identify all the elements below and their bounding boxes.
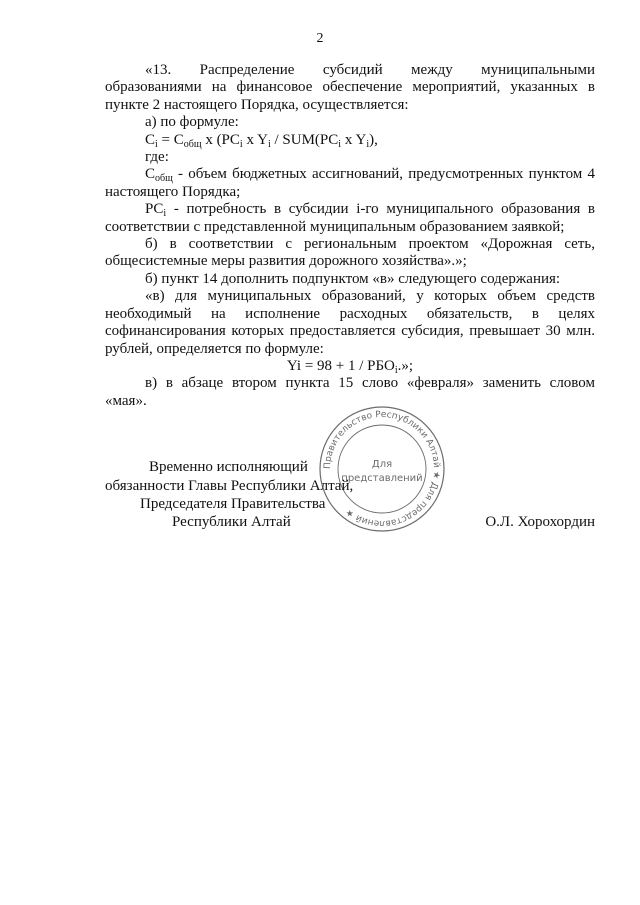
paragraph-item-15: в) в абзаце втором пункта 15 слово «февраля» заменить словом «мая». (105, 375, 595, 409)
document-body (105, 62, 595, 410)
paragraph-c-total: $C_{общ}$ - объем бюджетных ассигнований, предусмотренных пунктом 4 настоящего Порядка; (105, 166, 595, 200)
paragraph-formula-intro: а) по формуле: (145, 114, 239, 131)
paragraph-13: «13. Распределение субсидий между муниципальными образованиями на финансовое обеспечение мероприятий, указанных в пункте 2 настоящего Порядка, осуществляется: (105, 62, 595, 113)
paragraph-pc: $PC_i$ - потребность в субсидии i-го муниципального образования в соответствии с представленной муниципальным образованием заявкой; (105, 201, 595, 235)
paragraph-where: где: (145, 149, 169, 166)
formula-yi: $Yi = 98 + 1 / РБО_i$.»; (286, 357, 414, 376)
signature-title-line-1: Временно исполняющий (149, 459, 308, 475)
paragraph-subitem-v: «в) для муниципальных образований, у которых объем средств необходимый на исполнение расходных обязательств, в целях софинансирования которых предоставляется субсидия, превышает 30 млн. рублей, определяется по формуле: (105, 288, 595, 357)
signature-title-line-3: Председателя Правительства (140, 496, 326, 512)
signatory-name: О.Л. Хорохордин (485, 514, 595, 530)
signature-title-line-2: обязанности Главы Республики Алтай, (105, 478, 354, 494)
paragraph-item-14: б) пункт 14 дополнить подпунктом «в» следующего содержания: (145, 270, 561, 287)
signature-title-line-4: Республики Алтай (172, 514, 291, 530)
page-number: 2 (316, 31, 324, 46)
stamp-ring-text: Правительство Республики Алтай ★ Для представлений ★ (322, 409, 442, 529)
paragraph-regional-project: б) в соответствии с региональным проектом «Дорожная сеть, общесистемные меры развития дорожного хозяйства».»; (105, 236, 595, 270)
stamp-center-line-2: представлений (341, 473, 423, 484)
signature-block (100, 458, 600, 538)
stamp-center-line-1: Для (371, 459, 393, 470)
formula-distribution: $C_i = C_{общ}$ x ($PC_i$ x $Y_i / SUM(PC_i$ x $Y_i$), (145, 131, 378, 150)
